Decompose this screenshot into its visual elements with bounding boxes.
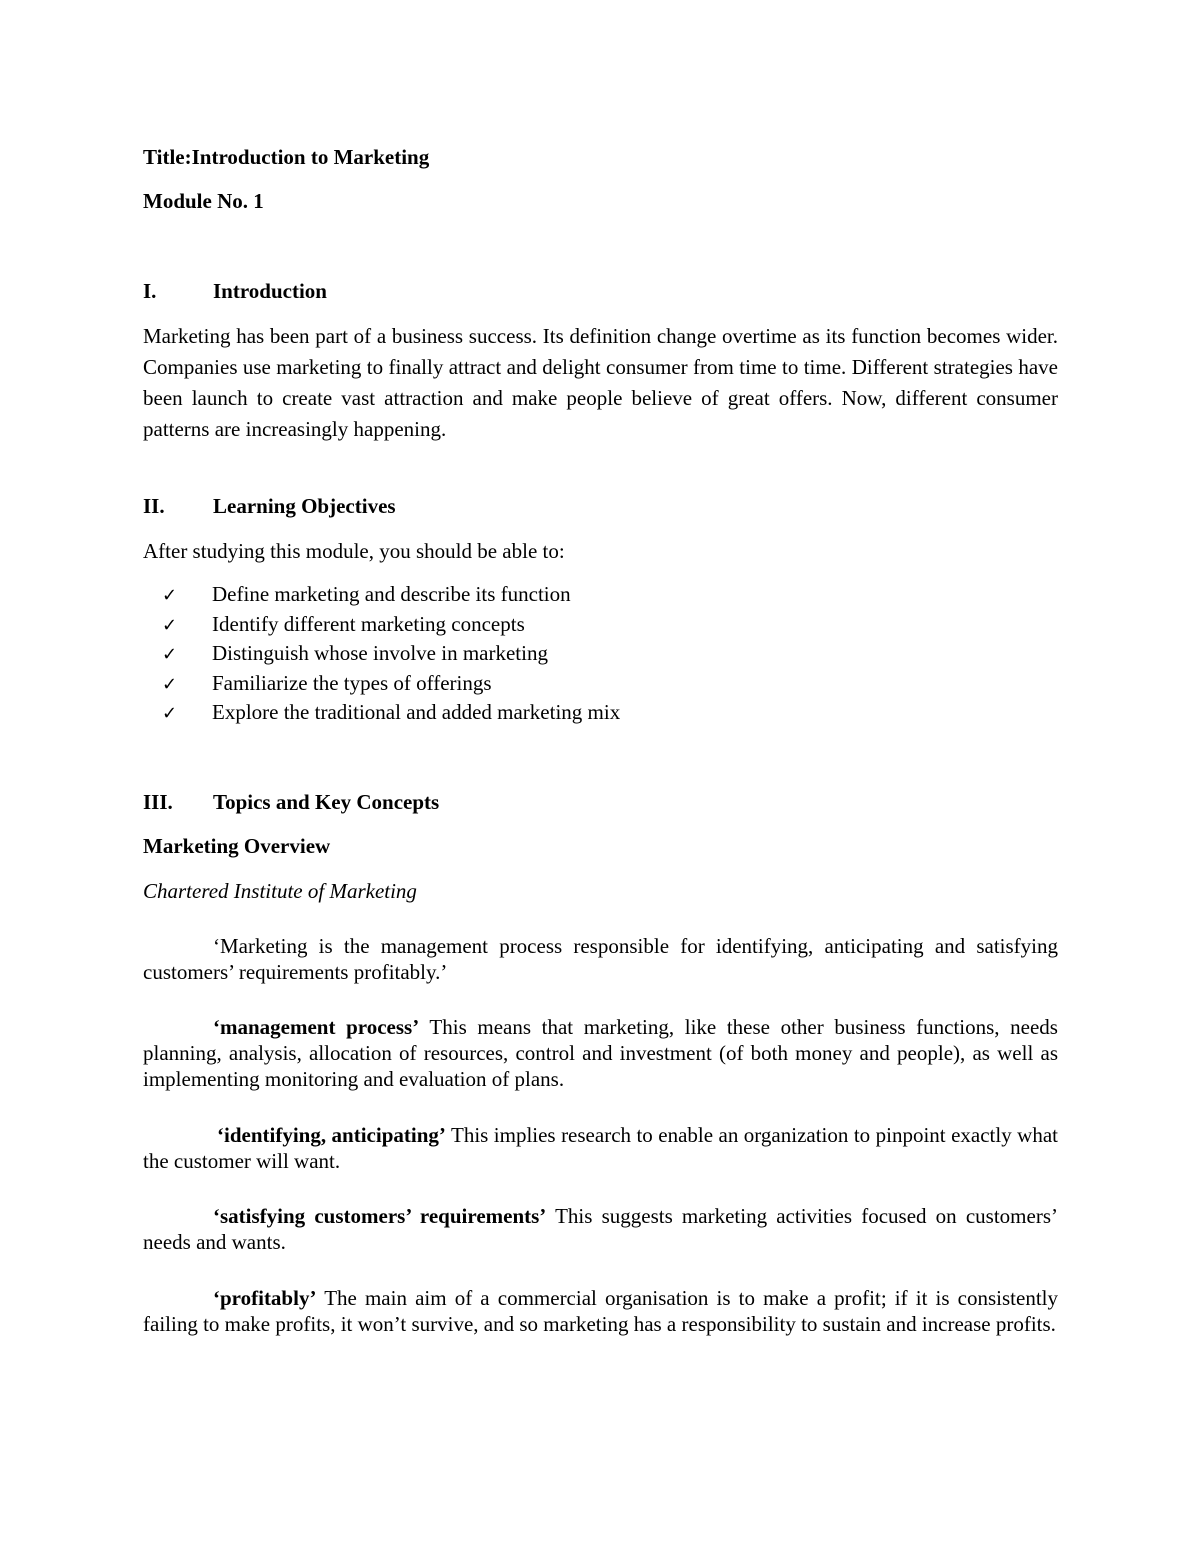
objectives-intro: After studying this module, you should be able to:: [143, 539, 565, 563]
term-label: ‘management process’: [213, 1015, 420, 1039]
title-text: Introduction to Marketing: [191, 145, 430, 169]
section-title: Introduction: [213, 279, 327, 303]
list-item: [162, 610, 620, 640]
term-explanation: The main aim of a commercial organisation is to make a profit; if it is consistently failing to make profits, it won’t survive, and so marketing has a responsibility to sustain and increase profits.: [143, 1286, 1058, 1336]
module-number: Module No. 1: [143, 189, 264, 213]
term-paragraph-profitably: [143, 1285, 1058, 1337]
term-label: ‘profitably’: [213, 1286, 317, 1310]
title-label: Title:: [143, 145, 192, 169]
section-heading-introduction: [143, 276, 327, 306]
list-item: [162, 669, 620, 699]
section-number: III.: [143, 790, 173, 814]
checkmark-icon: ✓: [162, 585, 178, 606]
checkmark-icon: ✓: [162, 703, 178, 724]
objective-text: Distinguish whose involve in marketing: [212, 641, 548, 665]
subsection-title: Marketing Overview: [143, 834, 331, 858]
term-explanation: This implies research to enable an organization to pinpoint exactly what the customer will want.: [143, 1123, 1058, 1173]
list-item: [162, 580, 620, 610]
section-number: II.: [143, 494, 165, 518]
section-heading-topics: [143, 787, 439, 817]
objective-text: Define marketing and describe its function: [212, 582, 571, 606]
term-paragraph-identifying-anticipating: [143, 1122, 1058, 1174]
checkmark-icon: ✓: [162, 644, 178, 665]
objectives-list: [162, 580, 620, 728]
term-label: ‘identifying, anticipating’: [217, 1123, 446, 1147]
term-explanation: This means that marketing, like these other business functions, needs planning, analysis, allocation of resources, control and investment (of both money and people), as well as implementing monitoring and evaluation of plans.: [143, 1015, 1058, 1091]
section-heading-learning-objectives: [143, 491, 396, 521]
section-title: Learning Objectives: [213, 494, 396, 518]
term-explanation: This suggests marketing activities focused on customers’ needs and wants.: [143, 1204, 1058, 1254]
term-paragraph-management-process: [143, 1014, 1058, 1092]
objective-text: Identify different marketing concepts: [212, 611, 525, 636]
checkmark-icon: ✓: [162, 614, 178, 636]
objective-text: Explore the traditional and added marketing mix: [212, 700, 621, 724]
document-title: [143, 142, 1058, 172]
section-number: I.: [143, 279, 157, 303]
introduction-paragraph: Marketing has been part of a business success. Its definition change overtime as its function becomes wider. Companies use marketing to finally attract and delight consumer from time to time. Different strategies have been launch to create vast attraction and make people believe of great offers. Now, different consumer patterns are increasingly happening.: [143, 324, 1058, 441]
section-title: Topics and Key Concepts: [213, 790, 440, 814]
source-attribution: Chartered Institute of Marketing: [143, 879, 417, 903]
objective-text: Familiarize the types of offerings: [212, 670, 492, 695]
list-item: [162, 698, 620, 728]
term-paragraph-satisfying-requirements: [143, 1203, 1058, 1255]
list-item: [162, 639, 620, 669]
checkmark-icon: ✓: [162, 673, 178, 695]
term-label: ‘satisfying customers’ requirements’: [213, 1204, 547, 1228]
definition-quote: ‘Marketing is the management process responsible for identifying, anticipating and satisfying customers’ requirements profitably.’: [143, 934, 1058, 984]
